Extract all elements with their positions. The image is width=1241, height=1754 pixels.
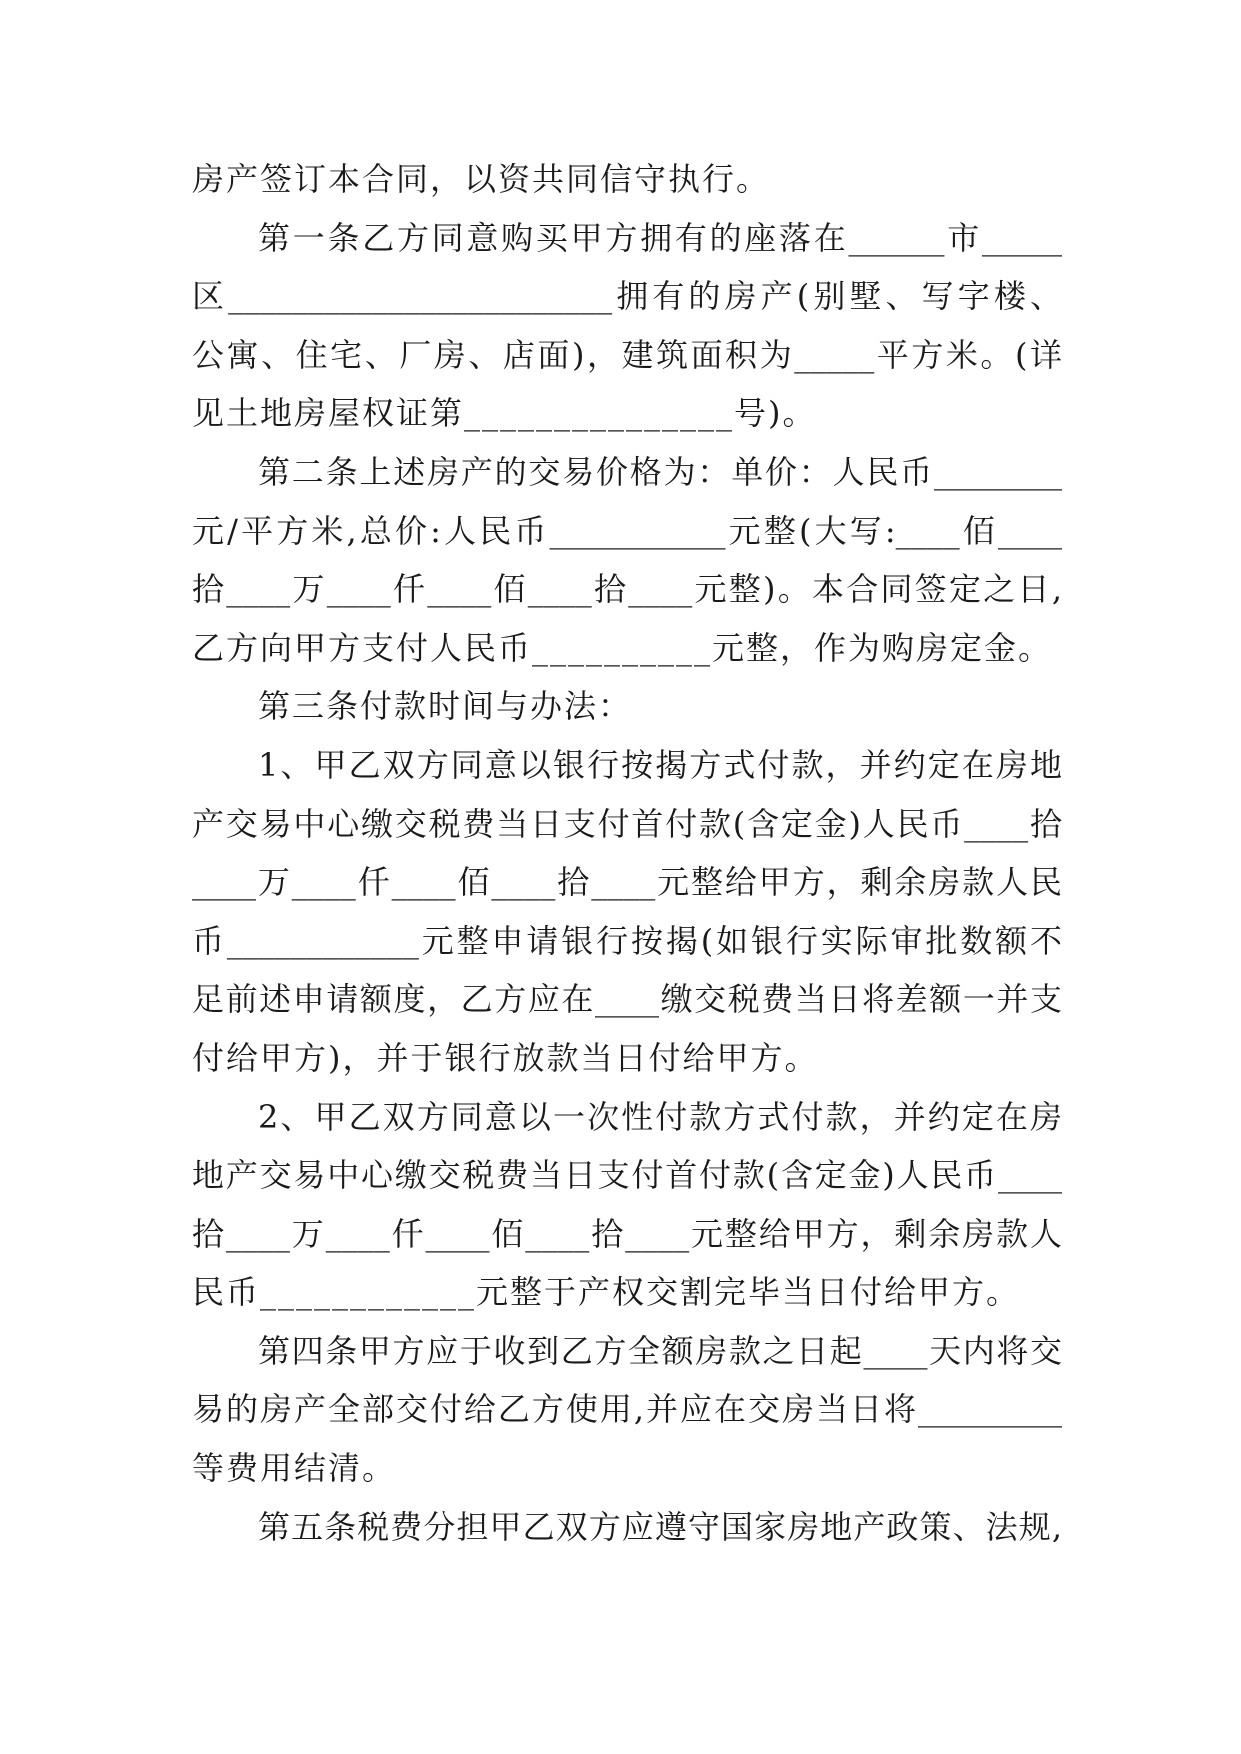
text-line: 付给甲方)，并于银行放款当日付给甲方。 <box>192 1038 819 1077</box>
text-line: 币____________元整申请银行按揭(如银行实际审批数额不 <box>192 921 1062 960</box>
text-line: 易的房产全部交付给乙方使用,并应在交房当日将_________ <box>192 1390 1062 1429</box>
text-line: 第三条付款时间与办法： <box>258 687 633 726</box>
text-line: 等费用结清。 <box>192 1449 397 1488</box>
text-line: 乙方向甲方支付人民币__________元整，作为购房定金。 <box>192 628 1053 667</box>
text-line: 民币____________元整于产权交割完毕当日付给甲方。 <box>192 1273 1021 1312</box>
text-line: 房产签订本合同，以资共同信守执行。 <box>192 160 771 198</box>
text-line: 足前述申请额度，乙方应在____缴交税费当日将差额一并支 <box>192 980 1062 1019</box>
text-line: 第五条税费分担甲乙双方应遵守国家房地产政策、法规, <box>258 1507 1062 1546</box>
text-line: 1、甲乙双方同意以银行按揭方式付款，并约定在房地 <box>258 745 1062 784</box>
text-line: 第四条甲方应于收到乙方全额房款之日起____天内将交 <box>258 1331 1062 1370</box>
text-line: 见土地房屋权证第_______________号)。 <box>192 394 817 433</box>
text-line: 第二条上述房产的交易价格为：单价：人民币________ <box>258 452 1062 491</box>
text-line: 公寓、住宅、厂房、店面)，建筑面积为_____平方米。(详 <box>192 335 1062 374</box>
text-line: 区________________________拥有的房产(别墅、写字楼、 <box>192 277 1062 316</box>
text-line: 拾____万____仟____佰____拾____元整给甲方，剩余房款人 <box>192 1214 1062 1253</box>
contract-body <box>192 150 1062 1556</box>
text-line: 产交易中心缴交税费当日支付首付款(含定金)人民币____拾 <box>192 804 1062 843</box>
text-line: 2、甲乙双方同意以一次性付款方式付款，并约定在房 <box>258 1097 1062 1136</box>
text-line: ____万____仟____佰____拾____元整给甲方，剩余房款人民 <box>192 863 1062 902</box>
text-line: 拾____万____仟____佰____拾____元整)。本合同签定之日, <box>192 570 1062 609</box>
text-line: 元/平方米,总价:人民币___________元整(大写:____佰____ <box>192 511 1062 550</box>
text-line: 第一条乙方同意购买甲方拥有的座落在______市_____ <box>258 218 1062 257</box>
text-line: 地产交易中心缴交税费当日支付首付款(含定金)人民币____ <box>192 1156 1062 1195</box>
